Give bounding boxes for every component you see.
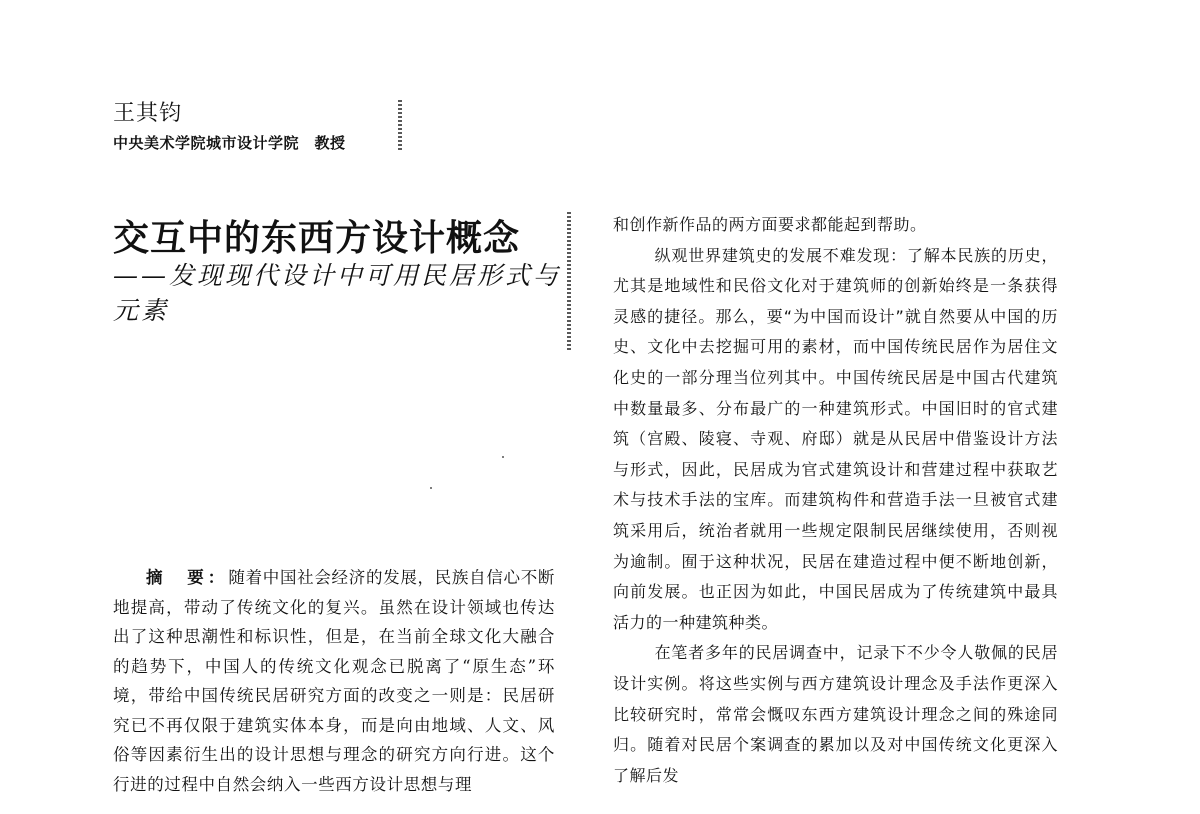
abstract-text: 随着中国社会经济的发展，民族自信心不断地提高，带动了传统文化的复兴。虽然在设计领域也传达出了这种思潮性和标识性，但是，在当前全球文化大融合的趋势下，中国人的传统文化观念已脱离了“原生态”环境，带给中国传统民居研究方面的改变之一则是：民居研究已不再仅限于建筑实体本身，而是向由地域、人文、风俗等因素衍生出的设计思想与理念的研究方向行进。这个行进的过程中自然会纳入一些西方设计思想与理	[113, 568, 556, 794]
scan-margin-mark	[567, 212, 571, 352]
abstract-label: 摘 要：	[146, 568, 229, 587]
body-paragraph: 在笔者多年的民居调查中，记录下不少令人敬佩的民居设计实例。将这些实例与西方建筑设计理念及手法作更深入比较研究时，常常会慨叹东西方建筑设计理念之间的殊途同归。随着对民居个案调查的累加以及对中国传统文化更深入了解后发	[613, 643, 1058, 785]
abstract	[113, 563, 555, 799]
scan-speck	[502, 456, 504, 458]
scan-margin-mark	[398, 100, 402, 152]
body-paragraph: 纵观世界建筑史的发展不难发现：了解本民族的历史，尤其是地域性和民俗文化对于建筑师的创新始终是一条获得灵感的捷径。那么，要“为中国而设计”就自然要从中国的历史、文化中去挖掘可用的素材，而中国传统民居作为居住文化史的一部分理当位列其中。中国传统民居是中国古代建筑中数量最多、分布最广的一种建筑形式。中国旧时的官式建筑（宫殿、陵寝、寺观、府邸）就是从民居中借鉴设计方法与形式，因此，民居成为官式建筑设计和营建过程中获取艺术与技术手法的宝库。而建筑构件和营造手法一旦被官式建筑采用后，统治者就用一些规定限制民居继续使用，否则视为逾制。囿于这种状况，民居在建造过程中便不断地创新，向前发展。也正因为如此，中国民居成为了传统建筑中最具活力的一种建筑种类。	[613, 245, 1058, 632]
article-title: 交互中的东西方设计概念	[113, 217, 521, 259]
scan-speck	[430, 487, 432, 489]
article-subtitle: ——发现现代设计中可用民居形式与元素	[113, 261, 562, 325]
body-paragraph: 和创作新作品的两方面要求都能起到帮助。	[613, 215, 927, 234]
author-name: 王其钧	[113, 101, 183, 126]
body-column-right	[613, 210, 1058, 791]
author-affiliation: 中央美术学院城市设计学院 教授	[113, 134, 346, 152]
